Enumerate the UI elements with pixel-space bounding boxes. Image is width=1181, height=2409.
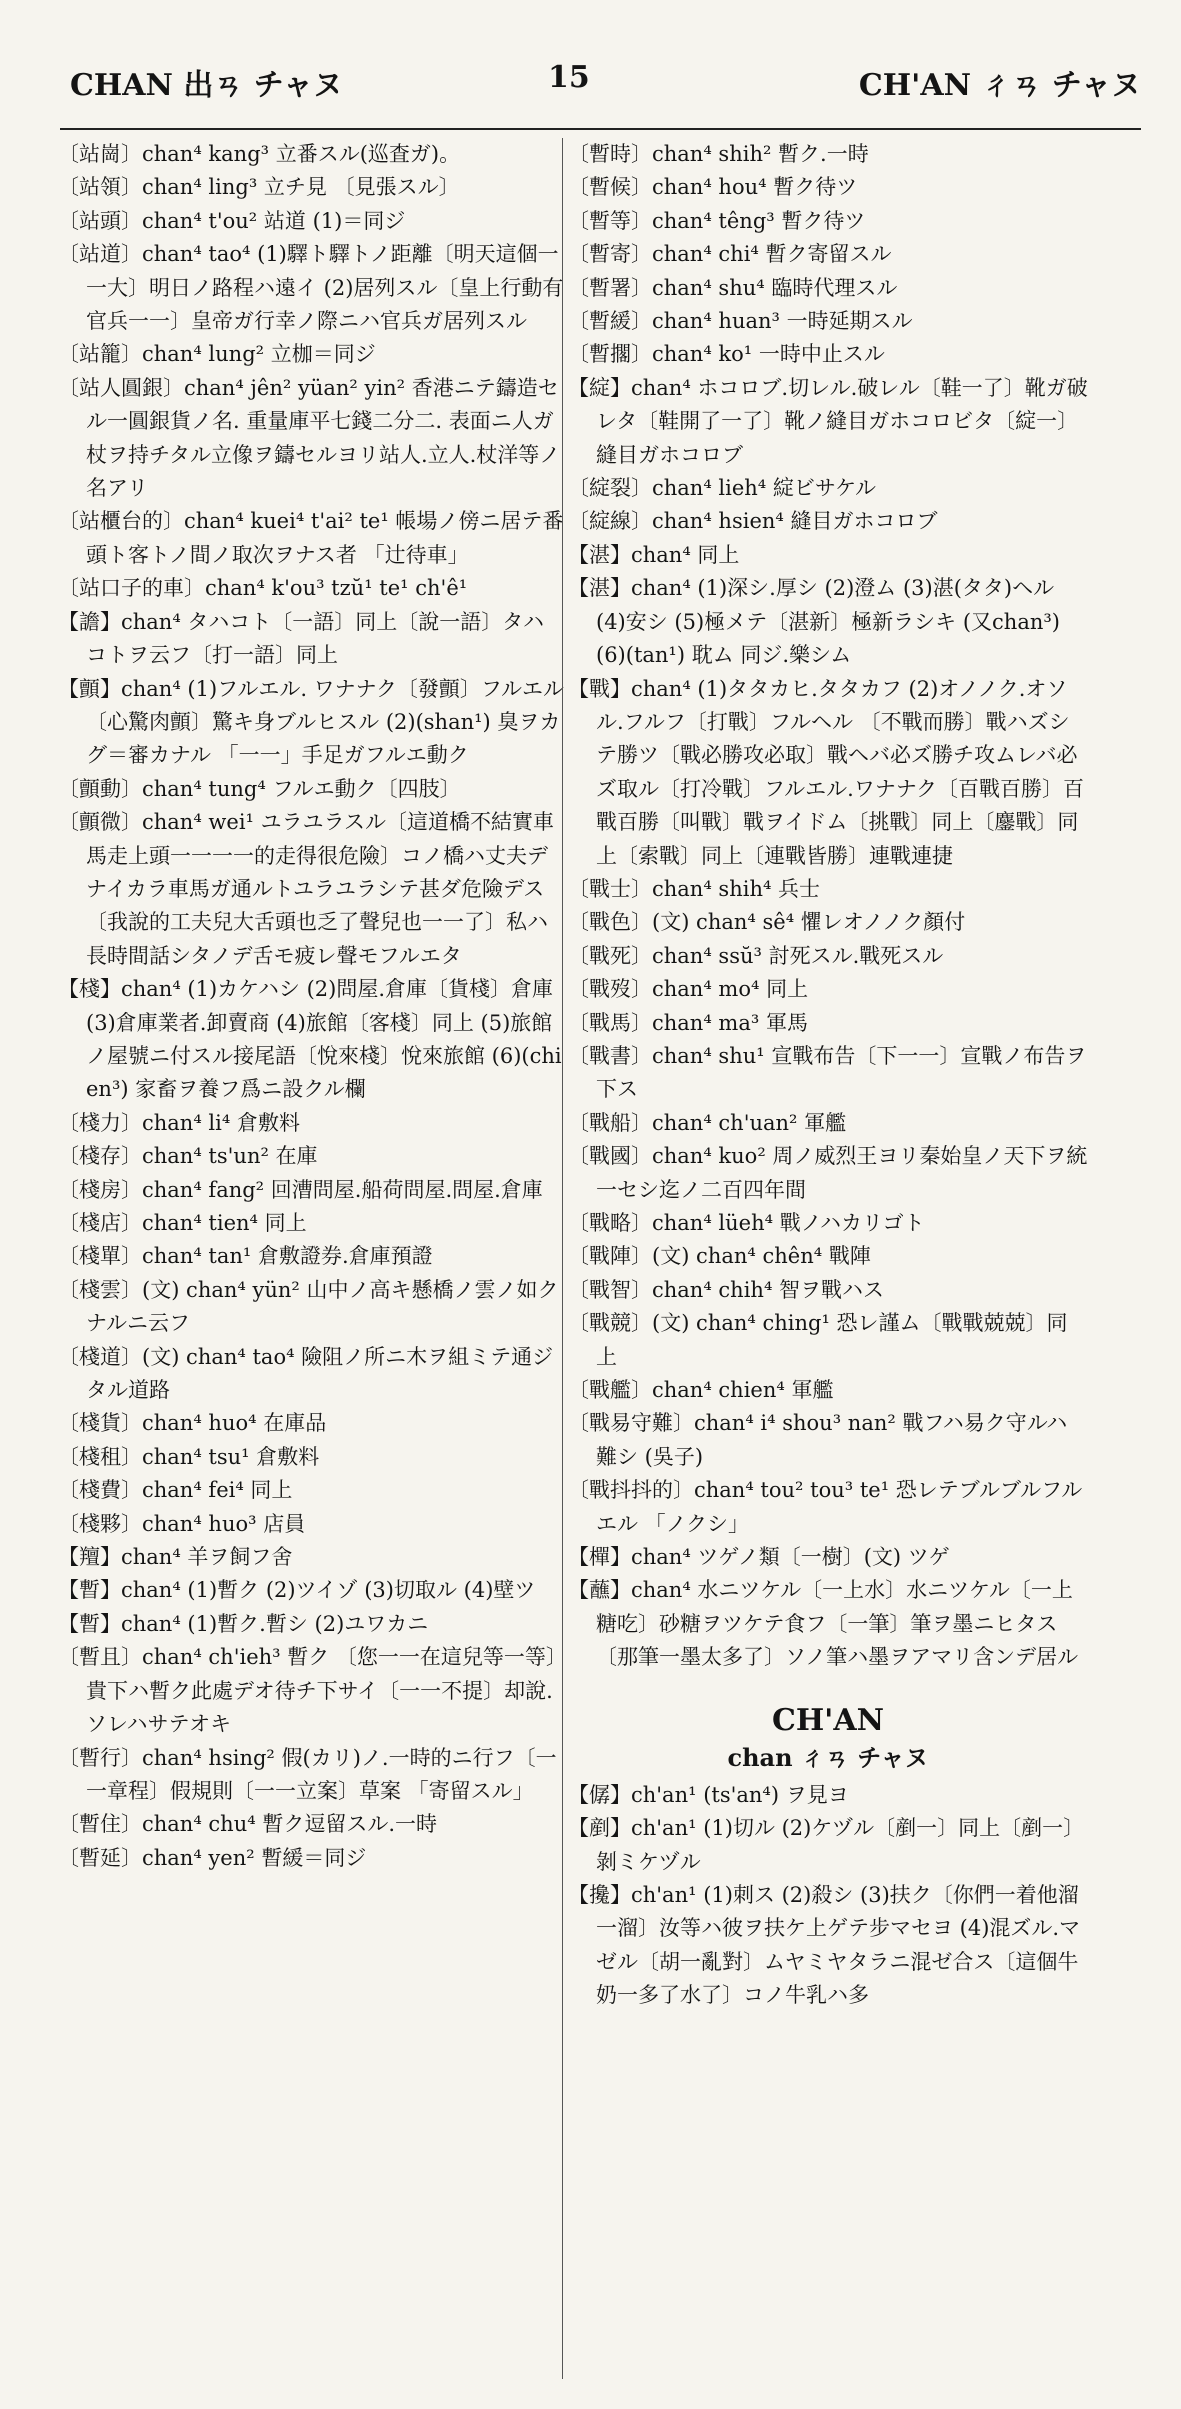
dictionary-entry: 〔戰馬〕chan⁴ ma³ 軍馬 xyxy=(568,1010,808,1035)
dictionary-entry: 〔站口子的車〕chan⁴ k'ou³ tzŭ¹ te¹ ch'ê¹ xyxy=(58,576,468,601)
dictionary-entry: 〔戰略〕chan⁴ lüeh⁴ 戰ノハカリゴト xyxy=(568,1211,925,1235)
dictionary-entry: 〔戰士〕chan⁴ shih⁴ 兵士 xyxy=(568,876,821,901)
dictionary-entry: 〔戰國〕chan⁴ kuo² 周ノ威烈王ヨリ秦始皇ノ天下ヲ統一セシ迄ノ二百四年間 xyxy=(568,1144,1088,1202)
section-subtitle: chan ㄔㄢ チャヌ xyxy=(727,1742,929,1772)
dictionary-entry: 〔棧單〕chan⁴ tan¹ 倉敷證券.倉庫預證 xyxy=(58,1244,433,1269)
dictionary-entry: 【棧】chan⁴ (1)カケハシ (2)問屋.倉庫〔貨棧〕倉庫 (3)倉庫業者.卸賣商 (4)旅館〔客棧〕同上 (5)旅館ノ屋號ニ付スル接尾語〔悅來棧〕悅來旅館 (6)(chien³) 家畜ヲ養フ爲ニ設クル欄 xyxy=(58,977,562,1102)
dictionary-entry: 〔暫且〕chan⁴ ch'ieh³ 暫ク 〔您一一在這兒等一等〕貴下ハ暫ク此處デオ待チ下サイ〔一一不提〕却說. ソレハサテオキ xyxy=(58,1645,557,1737)
dictionary-entry: 〔暫延〕chan⁴ yen² 暫緩＝同ジ xyxy=(58,1845,367,1870)
dictionary-entry: 〔顫微〕chan⁴ wei¹ ユラユラスル〔這道橋不結實車馬走上頭一一一一的走得很危險〕コノ橋ハ丈夫デナイカラ車馬ガ通ルトユラユラシテ甚ダ危險デス〔我說的工夫兒大舌頭也乏了聲兒也一一了〕私ハ長時間話シタノデ舌モ疲レ聲モフルエタ xyxy=(58,810,555,968)
dictionary-entry: 【綻】chan⁴ ホコロブ.切レル.破レル〔鞋一了〕靴ガ破レタ〔鞋開了一了〕靴ノ縫目ガホコロビタ〔綻一〕縫目ガホコロブ xyxy=(568,375,1088,467)
dictionary-entry: 〔站崗〕chan⁴ kang³ 立番スル(巡査ガ)。 xyxy=(58,142,461,166)
header-left: CHAN 出ㄢ チャヌ xyxy=(70,68,343,103)
dictionary-entry: 【暫】chan⁴ (1)暫ク.暫シ (2)ユワカニ xyxy=(58,1611,429,1636)
dictionary-entry: 【羶】chan⁴ 羊ヲ飼フ舍 xyxy=(58,1545,293,1570)
section-title: CH'AN xyxy=(771,1702,885,1738)
dictionary-entry: 【僝】ch'an¹ (ts'an⁴) ヲ見ヨ xyxy=(568,1782,849,1807)
dictionary-entry: 〔戰智〕chan⁴ chih⁴ 智ヲ戰ハス xyxy=(568,1277,885,1302)
dictionary-entry: 〔暫行〕chan⁴ hsing² 假(カリ)ノ.一時的ニ行フ〔一一章程〕假規則〔一一立案〕草案 「寄留スル」 xyxy=(58,1745,557,1803)
dictionary-entry: 〔暫住〕chan⁴ chu⁴ 暫ク逗留スル.一時 xyxy=(58,1812,438,1837)
dictionary-entry: 〔棧費〕chan⁴ fei⁴ 同上 xyxy=(58,1478,293,1503)
dictionary-entry: 〔暫緩〕chan⁴ huan³ 一時延期スル xyxy=(568,309,913,334)
dictionary-entry: 〔棧貨〕chan⁴ huo⁴ 在庫品 xyxy=(58,1411,327,1436)
dictionary-entry: 〔棧夥〕chan⁴ huo³ 店員 xyxy=(58,1511,306,1536)
dictionary-entry: 〔站人圓銀〕chan⁴ jên² yüan² yin² 香港ニテ鑄造セル一圓銀貨ノ名. 重量庫平七錢二分二. 表面ニ人ガ杖ヲ持チタル立像ヲ鑄セルヨリ站人.立人.杖洋等ノ名アリ xyxy=(58,375,561,501)
dictionary-entry: 〔站櫃台的〕chan⁴ kuei⁴ t'ai² te¹ 帳場ノ傍ニ居テ番頭ト客トノ間ノ取次ヲナス者 「辻待車」 xyxy=(58,509,564,567)
dictionary-entry: 〔戰艦〕chan⁴ chien⁴ 軍艦 xyxy=(568,1378,834,1403)
page-number: 15 xyxy=(548,60,590,95)
dictionary-entry: 〔暫署〕chan⁴ shu⁴ 臨時代理スル xyxy=(568,275,898,300)
dictionary-entry: 〔站籠〕chan⁴ lung² 立枷＝同ジ xyxy=(58,342,376,367)
dictionary-entry: 〔暫等〕chan⁴ têng³ 暫ク待ツ xyxy=(568,208,866,233)
dictionary-entry: 〔戰死〕chan⁴ ssŭ³ 討死スル.戰死スル xyxy=(568,943,944,968)
dictionary-entry: 〔戰易守難〕chan⁴ i⁴ shou³ nan² 戰フハ易ク守ルハ難シ (吳子) xyxy=(568,1411,1068,1469)
dictionary-entry: 〔棧道〕(文) chan⁴ tao⁴ 險阻ノ所ニ木ヲ組ミテ通ジタル道路 xyxy=(58,1344,554,1403)
dictionary-entry: 〔棧雲〕(文) chan⁴ yün² 山中ノ高キ懸橋ノ雲ノ如クナルニ云フ xyxy=(58,1277,559,1336)
dictionary-entry: 〔棧店〕chan⁴ tien⁴ 同上 xyxy=(58,1211,307,1235)
dictionary-entry: 【湛】chan⁴ (1)深シ.厚シ (2)澄ム (3)湛(タタ)ヘル (4)安シ (5)極メテ〔湛新〕極新ラシキ (又chan³) (6)(tan¹) 耽ム 同ジ.樂シム xyxy=(568,576,1060,668)
page-header xyxy=(70,60,1141,120)
dictionary-entry: 〔站領〕chan⁴ ling³ 立チ見 〔見張スル〕 xyxy=(58,175,460,200)
dictionary-entry: 〔綻裂〕chan⁴ lieh⁴ 綻ビサケル xyxy=(568,476,877,501)
right-column xyxy=(568,138,1088,2013)
dictionary-entry: 【樿】chan⁴ ツゲノ類〔一樹〕(文) ツゲ xyxy=(568,1545,950,1570)
dictionary-entry: 【湛】chan⁴ 同上 xyxy=(568,542,740,567)
dictionary-entry: 〔棧房〕chan⁴ fang² 回漕問屋.船荷問屋.問屋.倉庫 xyxy=(58,1177,543,1202)
dictionary-entry: 【蘸】chan⁴ 水ニツケル〔一上水〕水ニツケル〔一上糖吃〕砂糖ヲツケテ食フ〔一筆〕筆ヲ墨ニヒタス〔那筆一墨太多了〕ソノ筆ハ墨ヲアマリ含ンデ居ル xyxy=(568,1578,1079,1670)
dictionary-entry: 〔戰船〕chan⁴ ch'uan² 軍艦 xyxy=(568,1110,847,1135)
dictionary-entry: 〔戰競〕(文) chan⁴ ching¹ 恐レ謹ム〔戰戰兢兢〕同上 xyxy=(568,1311,1068,1369)
dictionary-entry: 〔棧力〕chan⁴ li⁴ 倉敷料 xyxy=(58,1110,300,1135)
dictionary-entry: 【攙】ch'an¹ (1)刺ス (2)殺シ (3)扶ク〔你們一着他溜一溜〕汝等ハ彼ヲ扶ケ上ゲテ步マセヨ (4)混ズル.マゼル〔胡一亂對〕ムヤミヤタラニ混ゼ合ス〔這個牛奶一多了水了〕コノ牛乳ハ多 xyxy=(568,1882,1081,2008)
dictionary-entry: 〔站道〕chan⁴ tao⁴ (1)驛ト驛トノ距離〔明天這個一一大〕明日ノ路程ハ遠イ (2)居列スル〔皇上行動有官兵一一〕皇帝ガ行幸ノ際ニハ官兵ガ居列スル xyxy=(58,242,564,334)
dictionary-entry: 〔暫候〕chan⁴ hou⁴ 暫ク待ツ xyxy=(568,175,858,200)
left-column xyxy=(58,138,564,1875)
dictionary-entry: 〔戰陣〕(文) chan⁴ chên⁴ 戰陣 xyxy=(568,1244,871,1269)
header-rule xyxy=(60,128,1141,130)
dictionary-entry: 〔顫動〕chan⁴ tung⁴ フルエ動ク〔四肢〕 xyxy=(58,776,461,801)
dictionary-entry: 【暫】chan⁴ (1)暫ク (2)ツイゾ (3)切取ル (4)壁ツ xyxy=(58,1578,536,1603)
dictionary-entry: 【譫】chan⁴ タハコト〔一語〕同上〔說一語〕タハコトヲ云フ〔打一語〕同上 xyxy=(58,609,545,668)
dictionary-entry: 〔綻線〕chan⁴ hsien⁴ 縫目ガホコロブ xyxy=(568,509,938,534)
dictionary-entry: 〔戰書〕chan⁴ shu¹ 宣戰布告〔下一一〕宣戰ノ布告ヲ下ス xyxy=(568,1043,1087,1102)
dictionary-entry: 【顫】chan⁴ (1)フルエル. ワナナク〔發顫〕フルエル〔心驚肉顫〕驚キ身ブルヒスル (2)(shan¹) 臭ヲカグ＝審カナル 「一一」手足ガフルエ動ク xyxy=(58,676,565,768)
dictionary-entry: 〔站頭〕chan⁴ t'ou² 站道 (1)＝同ジ xyxy=(58,208,406,233)
dictionary-entry: 〔棧存〕chan⁴ ts'un² 在庫 xyxy=(58,1144,318,1169)
dictionary-entry: 〔暫寄〕chan⁴ chi⁴ 暫ク寄留スル xyxy=(568,242,892,267)
dictionary-entry: 〔暫時〕chan⁴ shih² 暫ク.一時 xyxy=(568,142,869,166)
header-right: CH'AN ㄔㄢ チャヌ xyxy=(858,68,1141,103)
dictionary-entry: 【戰】chan⁴ (1)タタカヒ.タタカフ (2)オノノク.オソル.フルフ〔打戰〕フルヘル 〔不戰而勝〕戰ハズシテ勝ツ〔戰必勝攻必取〕戰ヘバ必ズ勝チ攻ムレバ必ズ取ル〔打冷戰〕フルエル.ワナナク〔百戰百勝〕百戰百勝〔叫戰〕戰ヲイドム〔挑戰〕同上〔鏖戰〕同上〔索戰〕同上〔連戰皆勝〕連戰連捷 xyxy=(568,676,1084,868)
column-divider xyxy=(562,138,563,2379)
dictionary-entry: 〔戰歿〕chan⁴ mo⁴ 同上 xyxy=(568,977,809,1002)
dictionary-entry: 〔戰抖抖的〕chan⁴ tou² tou³ te¹ 恐レテブルブルフルエル 「ノクシ」 xyxy=(568,1478,1083,1536)
dictionary-entry: 【剷】ch'an¹ (1)切ル (2)ケヅル〔剷一〕同上〔剷一〕剝ミケヅル xyxy=(568,1816,1085,1874)
dictionary-entry: 〔暫擱〕chan⁴ ko¹ 一時中止スル xyxy=(568,342,885,367)
dictionary-entry: 〔戰色〕(文) chan⁴ sê⁴ 懼レオノノク顏付 xyxy=(568,910,966,935)
dictionary-entry: 〔棧租〕chan⁴ tsu¹ 倉敷料 xyxy=(58,1444,320,1469)
